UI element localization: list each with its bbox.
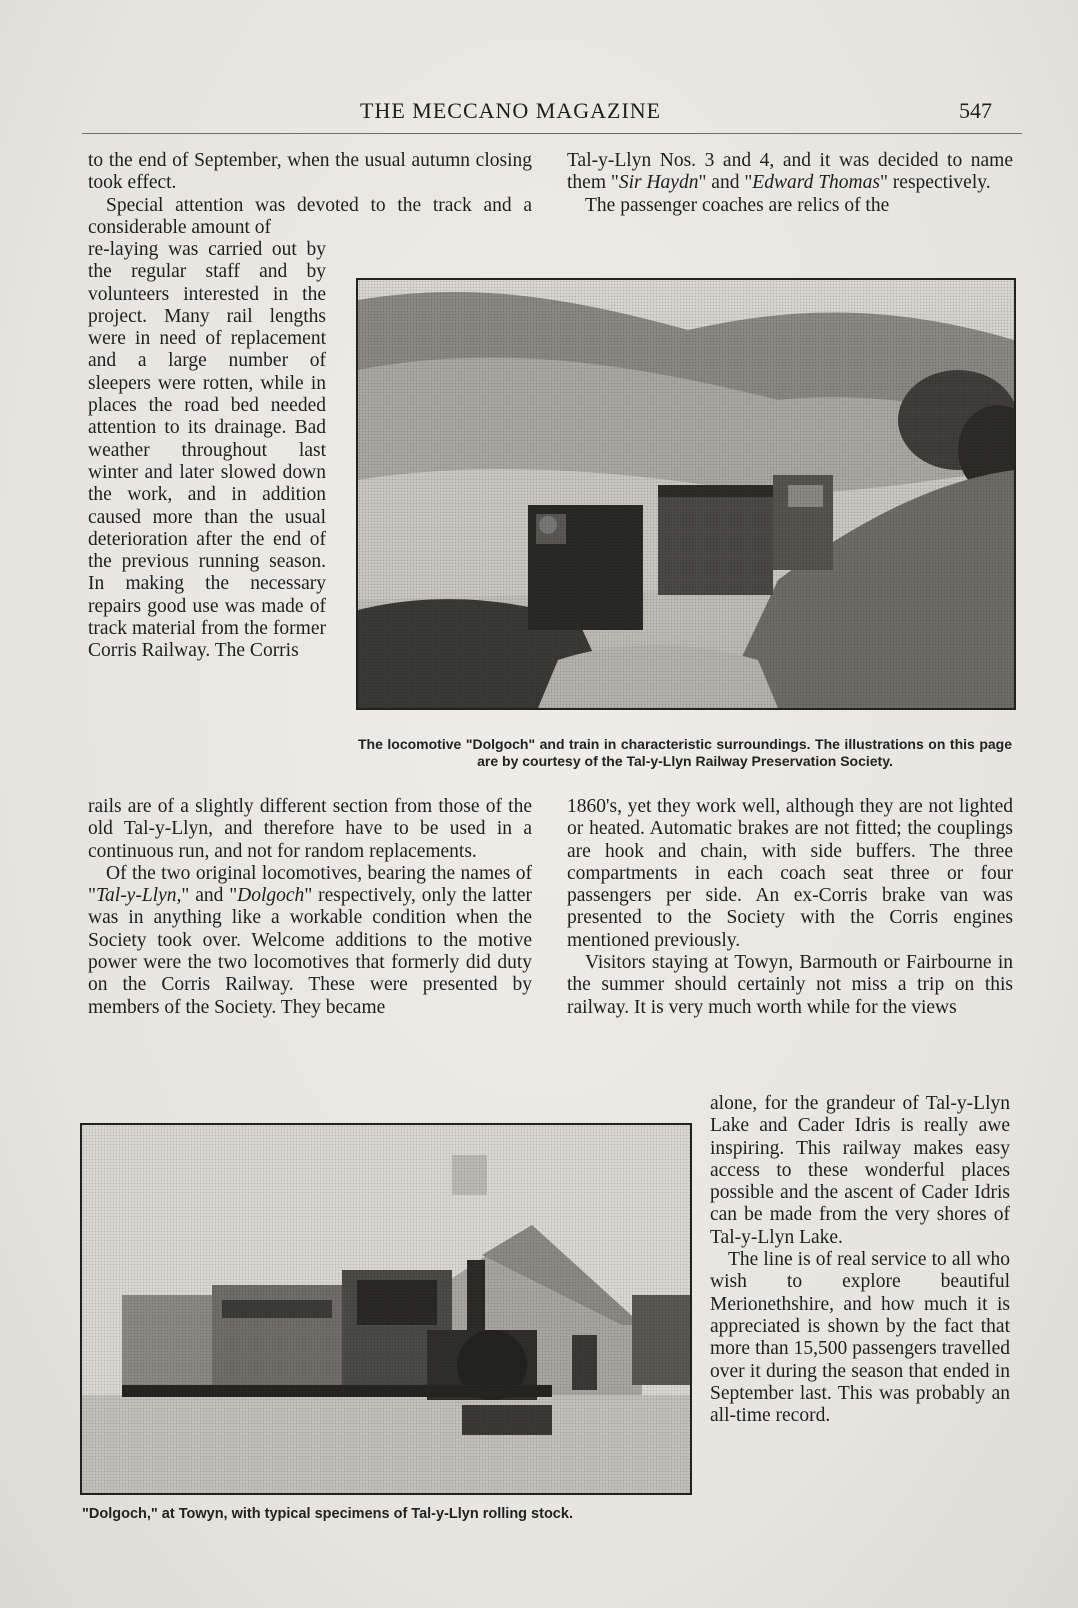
col2-mid-text xyxy=(567,796,1013,1019)
paragraph: Visitors staying at Towyn, Barmouth or Fairbourne in the summer should certainly not miss a trip on this railway. It is very much worth while for the views xyxy=(567,952,1013,1018)
emphasis-text: Dolgoch xyxy=(237,885,305,907)
magazine-title: THE MECCANO MAGAZINE xyxy=(360,98,662,123)
text-run: " respectively, only the latter was in anything like a workable condition when the Society took over. Welcome additions to the motive power were the two locomotives that formerly did duty on the Corris Railway. These were presented by members of the Society. They became xyxy=(88,885,532,1018)
top-photo-locomotive-train xyxy=(356,278,1016,710)
paragraph: rails are of a slightly different section from those of the old Tal-y-Llyn, and therefore have to be used in a continuous run, and not for random replacements. xyxy=(88,796,532,862)
col1-top-text xyxy=(88,150,532,239)
top-photo-caption: The locomotive "Dolgoch" and train in characteristic surroundings. The illustrations on this page are by courtesy of the Tal-y-Llyn Railway Preservation Society. xyxy=(358,736,1012,769)
paragraph: Of the two original locomotives, bearing the names of "Tal-y-Llyn," and "Dolgoch" respectively, only the latter was in anything like a workable condition when the Society took over. Welcome additions to the motive power were the two locomotives that formerly did duty on the Corris Railway. These were presented by members of the Society. They became xyxy=(88,862,532,1018)
paragraph: alone, for the grandeur of Tal-y-Llyn Lake and Cader Idris is really awe inspiring. This railway makes easy access to these wonderful places possible and the ascent of Cader Idris can be made from the very shores of Tal-y-Llyn Lake. xyxy=(710,1093,1010,1248)
col1-narrow-text xyxy=(88,239,326,663)
paragraph: Special attention was devoted to the track and a considerable amount of xyxy=(88,194,532,238)
page-number: 547 xyxy=(959,98,992,123)
text-run: " and " xyxy=(698,172,753,194)
col2-narrow-text xyxy=(710,1093,1010,1427)
emphasis-text: Tal-y-Llyn, xyxy=(95,885,182,907)
col1-bottom-text xyxy=(88,796,532,1019)
col2-top-text xyxy=(567,150,1013,217)
paragraph: The line is of real service to all who wish to explore beautiful Merionethshire, and how much it is appreciated is shown by the fact that more than 15,500 passengers travelled over it during the season that ended in September last. This was probably an all-time record. xyxy=(710,1249,1010,1427)
bottom-photo-caption: "Dolgoch," at Towyn, with typical specimens of Tal-y-Llyn rolling stock. xyxy=(82,1506,573,1522)
header-rule xyxy=(82,133,1022,134)
paragraph: 1860's, yet they work well, although they are not lighted or heated. Automatic brakes are not fitted; the couplings are hook and chain, with side buffers. The three compartments in each coach seat three or four passengers per side. An ex-Corris brake van was presented to the Society with the Corris engines mentioned previously. xyxy=(567,796,1013,951)
locomotive-station-image xyxy=(82,1125,690,1493)
text-run: Of the two original locomotives, bearing the names of xyxy=(106,862,532,884)
text-run: Tal-y-Llyn Nos. 3 and 4, and it was decided to name them " xyxy=(567,150,1013,194)
emphasis-text: Edward Thomas xyxy=(752,172,880,194)
text-run: " respectively. xyxy=(879,172,991,194)
paragraph xyxy=(567,150,1013,195)
text-run: " and " xyxy=(181,885,238,907)
paragraph: re-laying was carried out by the regular staff and by volunteers interested in the project. Many rail lengths were in need of replacement and a large number of sleepers were rotten, while in places the road bed needed attention to its drainage. Bad weather throughout last winter and later slowed down the work, and in addition caused more than the usual deterioration after the end of the previous running season. In making the necessary repairs good use was made of track material from the former Corris Railway. The Corris xyxy=(88,239,326,662)
paragraph: to the end of September, when the usual autumn closing took effect. xyxy=(88,150,532,194)
emphasis-text: Sir Haydn xyxy=(618,172,699,194)
train-landscape-image xyxy=(358,280,1014,708)
bottom-photo-dolgoch-towyn xyxy=(80,1123,692,1495)
paragraph: The passenger coaches are relics of the xyxy=(585,194,890,216)
